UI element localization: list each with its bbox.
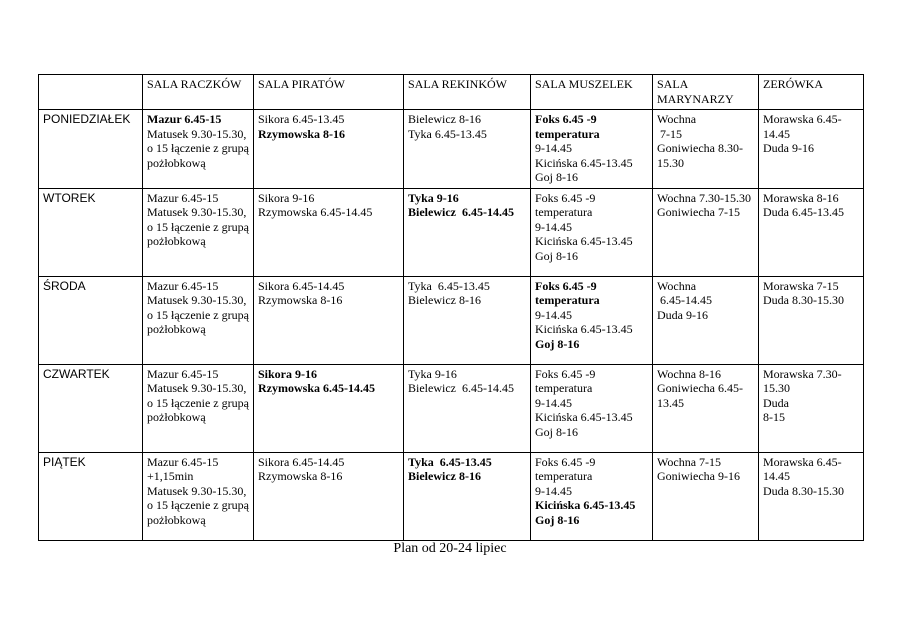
- shift-entry: Bielewicz 8-16: [408, 469, 481, 483]
- shift-cell-marynarzy: [653, 110, 759, 189]
- shift-entry: Morawska 7.30-15.30: [763, 366, 842, 395]
- table-row: [39, 276, 864, 364]
- day-label: WTOREK: [39, 188, 143, 276]
- shift-entry: Goniwiecha 7-15: [657, 205, 740, 219]
- shift-entry: Wochna 8-16: [657, 366, 722, 381]
- header-corner: [39, 75, 143, 110]
- shift-cell-marynarzy: [653, 188, 759, 276]
- shift-entry: Foks 6.45 -9 temperatura: [535, 366, 599, 395]
- shift-entry: Foks 6.45 -9 temperatura: [535, 190, 599, 219]
- shift-entry: Morawska 6.45-14.45: [763, 454, 842, 483]
- shift-entry: Kicińska 6.45-13.45: [535, 234, 633, 248]
- shift-entry: Tyka 6.45-13.45: [408, 454, 492, 469]
- shift-entry: Foks 6.45 -9 temperatura: [535, 454, 599, 483]
- shift-entry: Tyka 9-16: [408, 190, 459, 205]
- header-sala-piratow: SALA PIRATÓW: [254, 75, 404, 110]
- shift-cell-muszelek: [531, 276, 653, 364]
- table-row: [39, 364, 864, 452]
- schedule-table: [38, 74, 864, 541]
- shift-entry: Kicińska 6.45-13.45: [535, 155, 633, 170]
- shift-entry: Wochna 7-15: [657, 454, 722, 469]
- shift-entry: Duda: [763, 395, 789, 410]
- shift-cell-raczkow: [143, 110, 254, 189]
- shift-entry: Rzymowska 6.45-14.45: [258, 205, 373, 219]
- shift-entry: Rzymowska 6.45-14.45: [258, 381, 375, 395]
- shift-entry: Duda 8.30-15.30: [763, 483, 844, 498]
- table-row: [39, 110, 864, 189]
- shift-entry: Goj 8-16: [535, 424, 578, 439]
- shift-entry: Mazur 6.45-15: [147, 190, 219, 205]
- shift-entry: Rzymowska 8-16: [258, 126, 345, 141]
- shift-entry: Sikora 9-16: [258, 190, 315, 205]
- shift-cell-muszelek: [531, 188, 653, 276]
- shift-entry: Sikora 6.45-13.45: [258, 112, 345, 126]
- shift-entry: Wochna 7.30-15.30: [657, 190, 752, 205]
- shift-entry: Sikora 6.45-14.45: [258, 454, 345, 469]
- header-row: [39, 75, 864, 110]
- shift-entry: Sikora 9-16: [258, 366, 318, 381]
- shift-cell-zerowka: [759, 110, 864, 189]
- shift-cell-raczkow: [143, 188, 254, 276]
- shift-entry: 8-15: [763, 410, 785, 424]
- shift-entry: 9-14.45: [535, 307, 572, 322]
- shift-entry: Goniwiecha 6.45-13.45: [657, 381, 743, 410]
- shift-cell-piratow: [254, 276, 404, 364]
- shift-entry: 9-14.45: [535, 483, 572, 498]
- shift-cell-zerowka: [759, 188, 864, 276]
- day-label: CZWARTEK: [39, 364, 143, 452]
- shift-entry: Morawska 7-15: [763, 278, 839, 293]
- shift-entry: Goniwiecha 8.30-15.30: [657, 141, 743, 170]
- shift-entry: Matusek 9.30-15.30, o 15 łączenie z grupą pożłobkową: [147, 293, 252, 336]
- shift-entry: Duda 9-16: [657, 307, 708, 322]
- shift-entry: 6.45-14.45: [657, 293, 712, 307]
- shift-entry: Goniwiecha 9-16: [657, 469, 740, 483]
- shift-cell-piratow: [254, 110, 404, 189]
- shift-cell-rekinkow: [404, 364, 531, 452]
- shift-entry: Morawska 6.45-14.45: [763, 112, 842, 141]
- shift-entry: Bielewicz 8-16: [408, 112, 481, 126]
- shift-entry: 9-14.45: [535, 219, 572, 234]
- shift-cell-raczkow: [143, 276, 254, 364]
- shift-entry: Goj 8-16: [535, 512, 580, 527]
- shift-entry: Bielewicz 6.45-14.45: [408, 381, 514, 395]
- shift-entry: Matusek 9.30-15.30, o 15 łączenie z grupą pożłobkową: [147, 483, 252, 527]
- shift-entry: 9-14.45: [535, 141, 572, 155]
- day-label: PONIEDZIAŁEK: [39, 110, 143, 189]
- shift-entry: Foks 6.45 -9 temperatura: [535, 278, 600, 307]
- shift-cell-rekinkow: [404, 276, 531, 364]
- day-label: ŚRODA: [39, 276, 143, 364]
- shift-entry: Goj 8-16: [535, 336, 580, 351]
- shift-cell-muszelek: [531, 110, 653, 189]
- shift-cell-zerowka: [759, 452, 864, 540]
- table-row: [39, 188, 864, 276]
- shift-cell-rekinkow: [404, 452, 531, 540]
- shift-cell-piratow: [254, 188, 404, 276]
- shift-entry: Rzymowska 8-16: [258, 469, 343, 483]
- shift-entry: Duda 9-16: [763, 141, 814, 155]
- shift-entry: Mazur 6.45-15: [147, 278, 219, 293]
- shift-entry: Mazur 6.45-15: [147, 366, 219, 381]
- shift-cell-raczkow: [143, 452, 254, 540]
- shift-entry: Tyka 9-16: [408, 366, 457, 381]
- shift-cell-marynarzy: [653, 364, 759, 452]
- shift-cell-piratow: [254, 452, 404, 540]
- header-sala-raczkow: SALA RACZKÓW: [143, 75, 254, 110]
- shift-cell-zerowka: [759, 364, 864, 452]
- shift-entry: Kicińska 6.45-13.45: [535, 498, 636, 512]
- shift-cell-raczkow: [143, 364, 254, 452]
- shift-cell-muszelek: [531, 452, 653, 540]
- header-zerowka: ZERÓWKA: [759, 75, 864, 110]
- shift-entry: Wochna: [657, 112, 697, 126]
- shift-entry: Rzymowska 8-16: [258, 293, 343, 307]
- shift-cell-zerowka: [759, 276, 864, 364]
- shift-cell-rekinkow: [404, 110, 531, 189]
- shift-entry: Goj 8-16: [535, 170, 578, 184]
- shift-entry: Mazur 6.45-15: [147, 112, 222, 126]
- shift-cell-marynarzy: [653, 276, 759, 364]
- shift-entry: Tyka 6.45-13.45: [408, 126, 487, 141]
- shift-entry: Duda 8.30-15.30: [763, 293, 844, 307]
- shift-entry: Bielewicz 8-16: [408, 293, 481, 307]
- shift-entry: Matusek 9.30-15.30, o 15 łączenie z grupą pożłobkową: [147, 126, 252, 170]
- header-sala-rekinkow: SALA REKINKÓW: [404, 75, 531, 110]
- shift-entry: Goj 8-16: [535, 248, 578, 263]
- shift-entry: 9-14.45: [535, 395, 572, 410]
- shift-entry: Matusek 9.30-15.30, o 15 łączenie z grupą pożłobkową: [147, 381, 252, 424]
- shift-entry: Bielewicz 6.45-14.45: [408, 205, 514, 219]
- shift-cell-piratow: [254, 364, 404, 452]
- header-sala-marynarzy: SALA MARYNARZY: [653, 75, 759, 110]
- shift-entry: Tyka 6.45-13.45: [408, 278, 490, 293]
- shift-entry: 7-15: [657, 126, 682, 141]
- shift-entry: Mazur 6.45-15 +1,15min: [147, 454, 222, 483]
- header-sala-muszelek: SALA MUSZELEK: [531, 75, 653, 110]
- table-row: [39, 452, 864, 540]
- shift-entry: Matusek 9.30-15.30, o 15 łączenie z grupą pożłobkową: [147, 205, 252, 248]
- shift-cell-marynarzy: [653, 452, 759, 540]
- shift-cell-rekinkow: [404, 188, 531, 276]
- shift-entry: Morawska 8-16: [763, 190, 839, 205]
- day-label: PIĄTEK: [39, 452, 143, 540]
- shift-entry: Foks 6.45 -9 temperatura: [535, 112, 600, 141]
- shift-entry: Wochna: [657, 278, 697, 293]
- schedule-caption: Plan od 20-24 lipiec: [393, 541, 507, 556]
- shift-entry: Duda 6.45-13.45: [763, 205, 844, 219]
- shift-entry: Sikora 6.45-14.45: [258, 278, 345, 293]
- shift-entry: Kicińska 6.45-13.45: [535, 410, 633, 424]
- shift-cell-muszelek: [531, 364, 653, 452]
- shift-entry: Kicińska 6.45-13.45: [535, 322, 633, 336]
